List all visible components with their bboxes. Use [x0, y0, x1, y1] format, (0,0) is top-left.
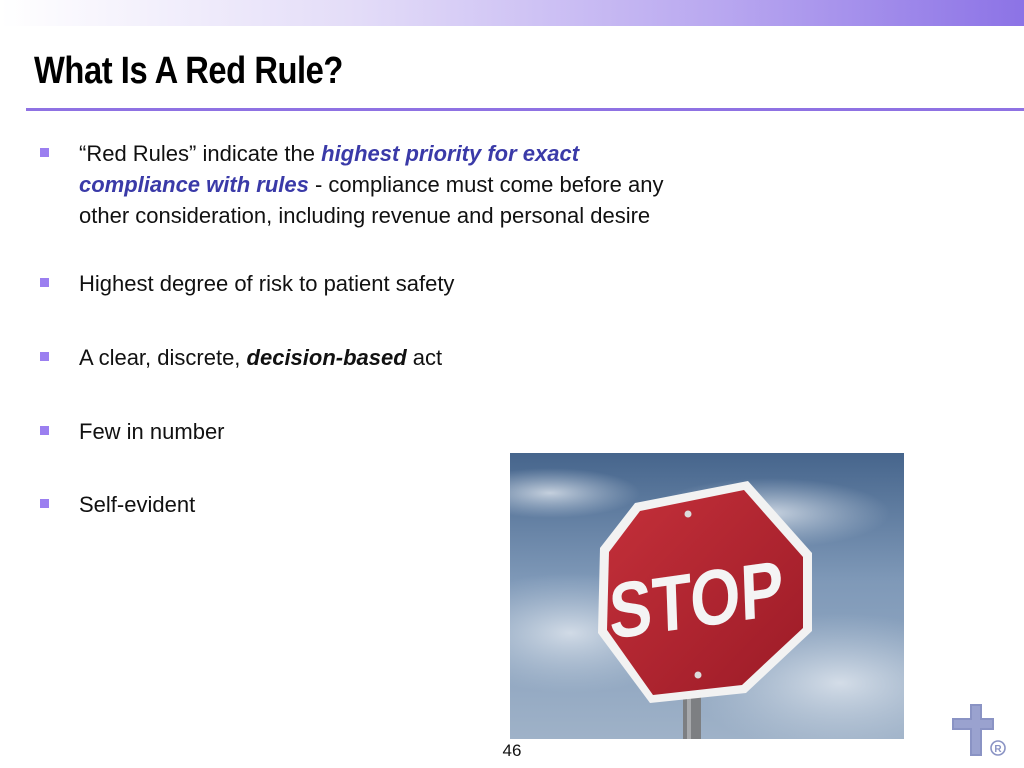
bullet-emphasis: decision-based	[246, 345, 407, 370]
bullet-marker-icon	[40, 278, 49, 287]
bullet-text: Few in number	[79, 419, 225, 444]
bullet-marker-icon	[40, 426, 49, 435]
stop-sign-text: STOP	[607, 538, 820, 657]
sign-bolt	[695, 672, 702, 679]
page-number: 46	[502, 741, 522, 760]
title-underline	[26, 108, 1024, 111]
bullet-text-lead: A clear, discrete,	[79, 345, 247, 370]
top-gradient-band	[0, 0, 1024, 26]
svg-text:R: R	[994, 744, 1002, 755]
bullet-emphasis: highest priority for exact	[321, 141, 580, 166]
bullet-text: Self-evident	[79, 492, 196, 517]
bullet-text-tail: act	[406, 345, 443, 370]
cross-logo-icon	[948, 702, 1008, 758]
bullet-text-lead: “Red Rules” indicate the	[79, 141, 322, 166]
bullet-text	[79, 138, 663, 231]
bullet-marker-icon	[40, 499, 49, 508]
bullet-text-line: other consideration, including revenue and personal desire	[79, 203, 651, 228]
bullet-text-tail: - compliance must come before any	[308, 172, 664, 197]
slide-title: What Is A Red Rule?	[34, 50, 343, 92]
bullet-marker-icon	[40, 148, 49, 157]
stop-sign-photo	[510, 453, 904, 739]
bullet-marker-icon	[40, 352, 49, 361]
bullet-text: Highest degree of risk to patient safety	[79, 271, 455, 296]
bullet-text	[79, 342, 442, 373]
sign-bolt	[685, 511, 692, 518]
bullet-emphasis: compliance with rules	[79, 172, 309, 197]
